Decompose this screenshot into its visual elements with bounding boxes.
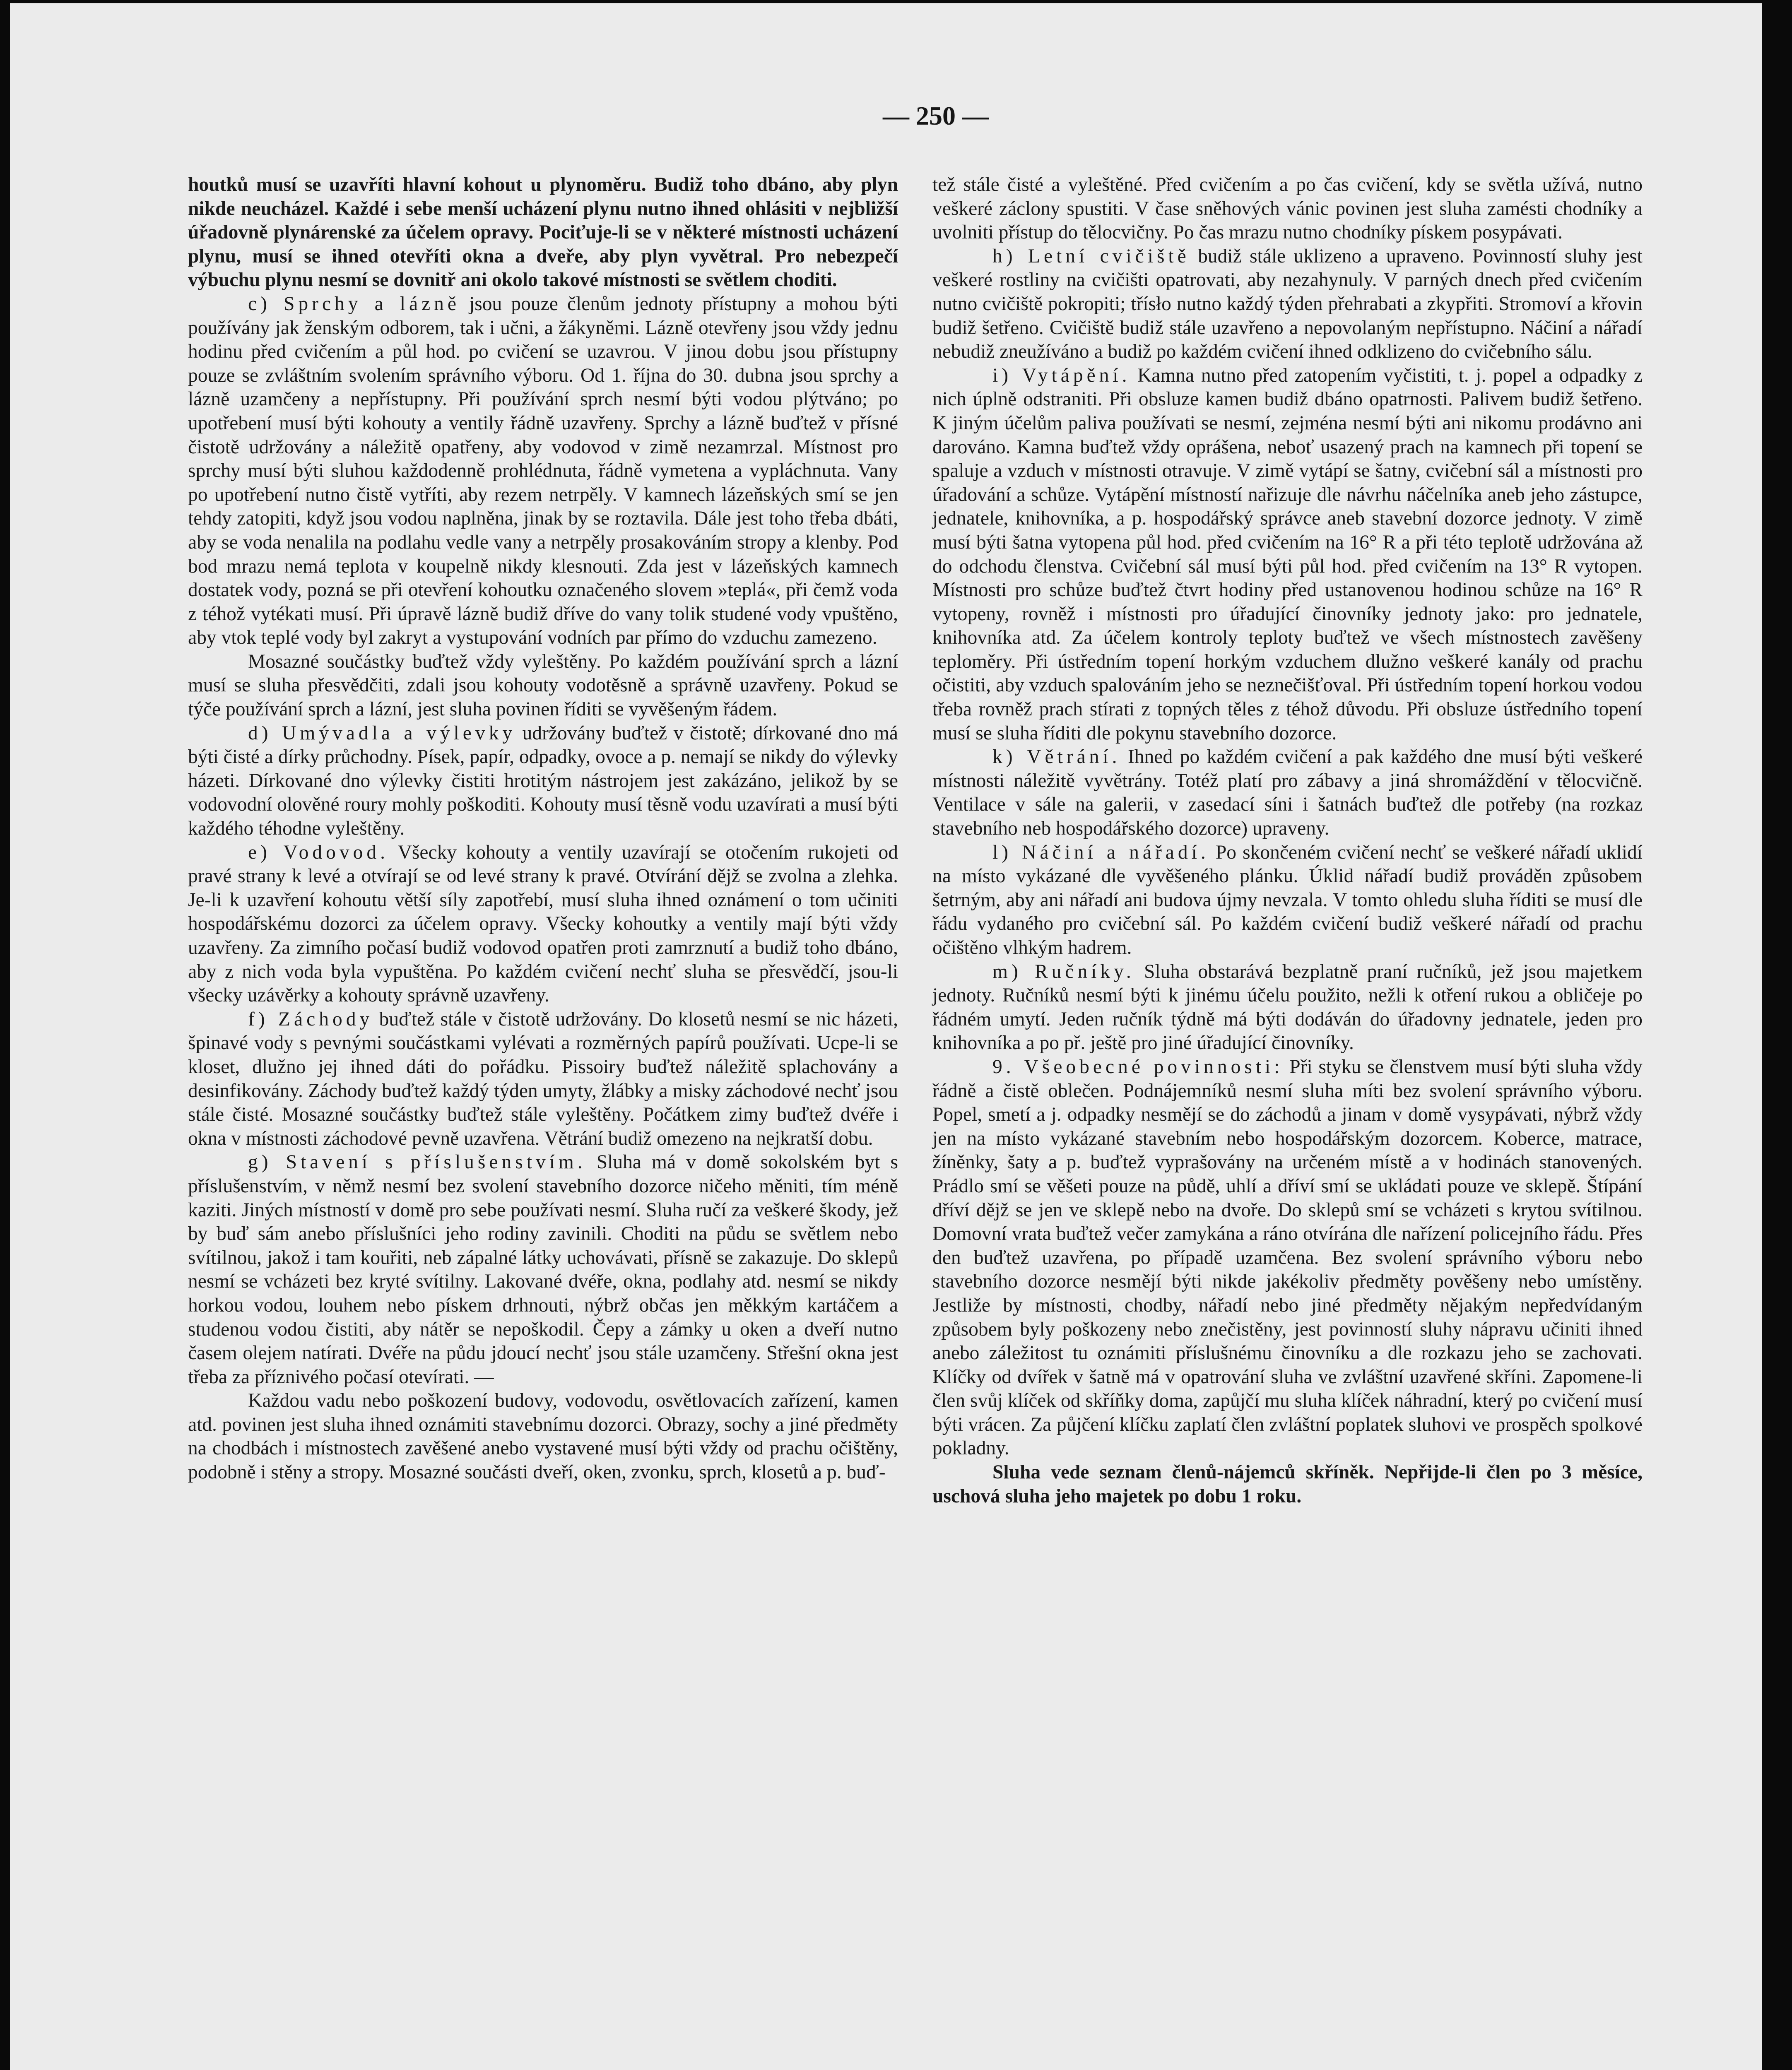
paragraph-brass-parts: Mosazné součástky buďtež vždy vyleštěny. Po každém používání sprch a lázní musí se sluha přesvědčiti, zdali jsou kohouty vodotěsně a správně uzavřeny. Pokud se týče používání sprch a lázní, jest sluha povinen říditi se vyvěšeným řádem. — [188, 650, 898, 720]
paragraph-gas-safety: houtků musí se uzavříti hlavní kohout u plynoměru. Budiž toho dbáno, aby plyn nikde neucházel. Každé i sebe menší ucházení plynu nutno ihned ohlásiti v nejbližší úřadovně plynárenské za účelem opravy. Pociťuje-li se v některé místnosti ucházení plynu, musí se ihned otevříti okna a dveře, aby plyn vyvětral. Pro nebezpečí výbuchu plynu nesmí se dovnitř ani okolo takové místnosti se světlem choditi. — [188, 174, 898, 291]
paragraph-general-duties: 9. Všeobecné povinnosti: Při styku se členstvem musí býti sluha vždy řádně a čistě oblečen. Podnájemníků nesmí sluha míti bez svolení správního výboru. Popel, smetí a j. odpadky nesmějí se do záchodů a jinam v domě vysypávati, nýbrž vždy jen na místo vykázané stavebním nebo hospodářským dozorcem. Koberce, matrace, žíněnky, šaty a p. buďtež vyprašovány na určeném místě a v hodinách stanovených. Prádlo smí se věšeti pouze na půdě, uhlí a dříví smí se ukládati pouze ve sklepě. Štípání dříví dějž se jen ve sklepě nebo na dvoře. Do sklepů smí se vcházeti s krytou svítilnou. Domovní vrata buďtež večer zamykána a ráno otvírána dle nařízení policejního řádu. Přes den buďtež uzavřena, po případě uzamčena. Bez svolení správního výboru nebo stavebního dozorce nesmějí býti nikde jakékoliv předměty pověšeny nebo umístěny. Jestliže by místnosti, chodby, nářadí nebo jiné předměty nějakým nepředvídaným způsobem byly poškozeny nebo znečistěny, jest povinností sluhy nápravu učiniti ihned anebo záležitost tu oznámiti příslušnému činovníku a dle rozkazu jeho se zachovati. Klíčky od dvířek v šatně má v opatrování sluha ve zvláštní uzavřené skříni. Zapomene-li člen svůj klíček od skříňky doma, zapůjčí mu sluha klíček náhradní, který po cvičení musí býti vrácen. Za půjčení klíčku zaplatí člen zvláštní poplatek sluhovi ve prospěch spolkové pokladny. — [932, 1056, 1643, 1459]
paragraph-summer-yard: h) Letní cvičiště budiž stále uklizeno a upraveno. Povinností sluhy jest veškeré rostliny na cvičišti opatrovati, aby nezahynuly. V parných dnech před cvičením nutno cvičiště pokropiti; třísło nutno každý týden přehrabati a zkypřiti. Stromoví a křovin budiž šetřeno. Cvičiště budiž stále uzavřeno a nepovolaným nepřístupno. Náčiní a nářadí nebudiž zneužíváno a budiž po každém cvičení ihned odklizeno do cvičebního sálu. — [932, 245, 1643, 363]
paragraph-lockers: Sluha vede seznam členů-nájemců skříněk. Nepřijde-li člen po 3 měsíce, uschová sluha jeho majetek po dobu 1 roku. — [932, 1461, 1643, 1507]
document-page — [10, 3, 1762, 2070]
paragraph-continuation: tež stále čisté a vyleštěné. Před cvičením a po čas cvičení, kdy se světla užívá, nutno veškeré záclony spustiti. V čase sněhových vánic povinen jest sluha zamésti chodníky a uvolniti přístup do tělocvičny. Po čas mrazu nutno chodníky pískem posypávati. — [932, 174, 1643, 243]
paragraph-water-supply: e) Vodovod. Všecky kohouty a ventily uzavírají se otočením rukojeti od pravé strany k levé a otvírají se od levé strany k pravé. Otvírání dějž se zvolna a zlehka. Je-li k uzavření kohoutu větší síly zapotřebí, musí sluha ihned oznámení o tom učiniti hospodářskému dozorci za účelem opravy. Všecky kohoutky a ventily mají býti vždy uzavřeny. Za zimního počasí budiž vodovod opatřen proti zamrznutí a budiž toho dbáno, aby z nich voda byla vypuštěna. Po každém cvičení nechť sluha se přesvědčí, jsou-li všecky uzávěrky a kohouty správně uzavřeny. — [188, 841, 898, 1006]
page-number: — 250 — — [883, 101, 989, 130]
paragraph-damage-report: Každou vadu nebo poškození budovy, vodovodu, osvětlovacích zařízení, kamen atd. povinen jest sluha ihned oznámiti stavebnímu dozorci. Obrazy, sochy a jiné předměty na chodbách i místnostech zavěšené anebo vystavené musí býti vždy od prachu očištěny, podobně i stěny a stropy. Mosazné součásti dveří, oken, zvonku, sprch, klosetů a p. buď- — [188, 1390, 898, 1483]
left-column — [188, 173, 898, 1485]
paragraph-heating: i) Vytápění. Kamna nutno před zatopením vyčistiti, t. j. popel a odpadky z nich úplně odstraniti. Při obsluze kamen budiž dbáno opatrnosti. Palivem budiž šetřeno. K jiným účelům paliva používati se nesmí, zejména nesmí býti ani nikomu prodávno ani darováno. Kamna buďtež vždy oprášena, neboť usazený prach na kamnech při topení se spaluje a vzduch v místnosti otravuje. V zimě vytápí se šatny, cvičební sál a místnosti pro úřadování a schůze. Vytápění místností nařizuje dle návrhu náčelníka aneb jeho zástupce, jednatele, knihovníka, a p. hospodářský správce aneb stavební dozorce jednoty. V zimě musí býti šatna vytopena půl hod. před cvičením na 16° R a při této teplotě udržována až do odchodu členstva. Cvičební sál musí býti půl hod. před cvičením na 13° R vytopen. Místnosti pro schůze buďtež čtvrt hodiny před ustanovenou hodinou schůze na 16° R vytopeny, rovněž i místnosti pro úřadující činovníky jednoty jako: pro jednatele, knihovníka atd. Za účelem kontroly teploty buďtež ve všech místnostech zavěšeny teploměry. Při ústředním topení horkým vzduchem dlužno veškeré kanály od prachu očistiti, aby vzduch spalováním jeho se neznečišťoval. Při ústředním topení horkou vodou třeba rovněž prach stírati z topných těles z téhož důvodu. Při obsluze ústředního topení musí se sluha říditi dle pokynu stavebního dozorce. — [932, 364, 1643, 744]
paragraph-building: g) Stavení s příslušenstvím. Sluha má v domě sokolském byt s příslušenstvím, v němž nesmí bez svolení stavebního dozorce ničeho měniti, tím méně kaziti. Jiných místností v domě pro sebe používati nesmí. Sluha ručí za veškeré škody, jež by buď sám anebo příslušníci jeho rodiny zavinili. Choditi na půdu se světlem nebo svítilnou, jakož i tam kouřiti, neb zápalné látky uchovávati, přísně se zakazuje. Do sklepů nesmí se vcházeti bez kryté svítilny. Lakované dvéře, okna, podlahy atd. nesmí se nikdy horkou vodou, louhem nebo pískem drhnouti, nýbrž občas jen měkkým kartáčem a studenou vodou čistiti, aby nátěr se nepoškodil. Čepy a zámky u oken a dveří nutno časem olejem natírati. Dvéře na půdu jdoucí nechť jsou stále uzamčeny. Střešní okna jest třeba za příznivého počasí otevírati. — — [188, 1151, 898, 1388]
paragraph-equipment: l) Náčiní a nářadí. Po skončeném cvičení nechť se veškeré nářadí uklidí na místo vykázané dle vyvěšeného plánku. Úklid nářadí budiž prováděn způsobem šetrným, aby ani nářadí ani budova újmy nevzala. V tomto ohledu sluha říditi se musí dle řádu vydaného pro cvičební sál. Po každém cvičení budiž veškeré nářadí od prachu očištěno vlhkým hadrem. — [932, 841, 1643, 958]
paragraph-washbasins: d) Umývadla a výlevky udržovány buďtež v čistotě; dírkované dno má býti čisté a dírky průchodny. Písek, papír, odpadky, ovoce a p. nemají se nikdy do výlevky házeti. Dírkované dno výlevky čistiti hrotitým nástrojem jest zakázáno, jelikož by se vodovodní olověné roury mohly poškoditi. Kohouty musí těsně vodu uzavírati a musí býti každého téhodne vyleštěny. — [188, 722, 898, 840]
paragraph-toilets: f) Záchody buďtež stále v čistotě udržovány. Do klosetů nesmí se nic házeti, špinavé vody s pevnými součástkami vylévati a rozměrných papírů používati. Ucpe-li se kloset, dlužno jej ihned dáti do pořádku. Pissoiry buďtež náležitě splachovány a desinfikovány. Záchody buďtež každý týden umyty, žlábky a misky záchodové nechť jsou stále čisté. Mosazné součástky buďtež stále vyleštěny. Počátkem zimy buďtež dvéře i okna v místnosti záchodové pevně uzavřena. Větrání budiž omezeno na nejkratší dobu. — [188, 1008, 898, 1149]
paragraph-showers-baths: c) Sprchy a lázně jsou pouze členům jednoty přístupny a mohou býti používány jak ženským odborem, tak i učni, a žákyněmi. Lázně otevřeny jsou vždy jednu hodinu před cvičením a půl hod. po cvičení se uzavrou. V jinou dobu jsou přístupny pouze se zvláštním svolením správního výboru. Od 1. října do 30. dubna jsou sprchy a lázně uzamčeny a nepřístupny. Při používání sprch nesmí býti vodou plýtváno; po upotřebení musí býti kohouty a ventily řádně uzavřeny. Sprchy a lázně buďtež v přísné čistotě udržovány a náležitě opatřeny, aby vodovod v zimě nezamrzal. Místnost pro sprchy musí býti sluhou každodenně prohlédnuta, řádně vymetena a vypláchnuta. Vany po upotřebení nutno čistě vytříti, aby rezem netrpěly. V kamnech lázeňských smí se jen tehdy zatopiti, když jsou vodou naplněna, jinak by se roztavila. Dále jest toho třeba dbáti, aby se voda nenalila na podlahu vedle vany a netrpěly prosakováním stropy a klenby. Pod bod mrazu nemá teplota v koupelně nikdy klesnouti. Zda jest v lázeňských kamnech dostatek vody, pozná se při otevření kohoutku označeného slovem »teplá«, při čemž voda z téhož vytékati musí. Při úpravě lázně budiž dříve do vany tolik studené vody vpuštěno, aby vtok teplé vody byl zakryt a vystupování vodních par přímo do vzduchu zamezeno. — [188, 293, 898, 649]
right-column — [932, 173, 1643, 1508]
paragraph-towels: m) Ručníky. Sluha obstarává bezplatně praní ručníků, jež jsou majetkem jednoty. Ručníků nesmí býti k jinému účelu použito, nežli k otření rukou a obličeje po řádném umytí. Jeden ručník týdně má býti dodáván do úřadovny jednatele, jeden pro knihovníka a po př. ještě pro jiné úřadující činovníky. — [932, 960, 1643, 1054]
paragraph-ventilation: k) Větrání. Ihned po každém cvičení a pak každého dne musí býti veškeré místnosti náležitě vyvětrány. Totéž platí pro zábavy a jiná shromáždění v tělocvičně. Ventilace v sále na galerii, v zasedací síni i šatnách buďtež dle potřeby (na rozkaz stavebního neb hospodářského dozorce) upraveny. — [932, 746, 1643, 840]
